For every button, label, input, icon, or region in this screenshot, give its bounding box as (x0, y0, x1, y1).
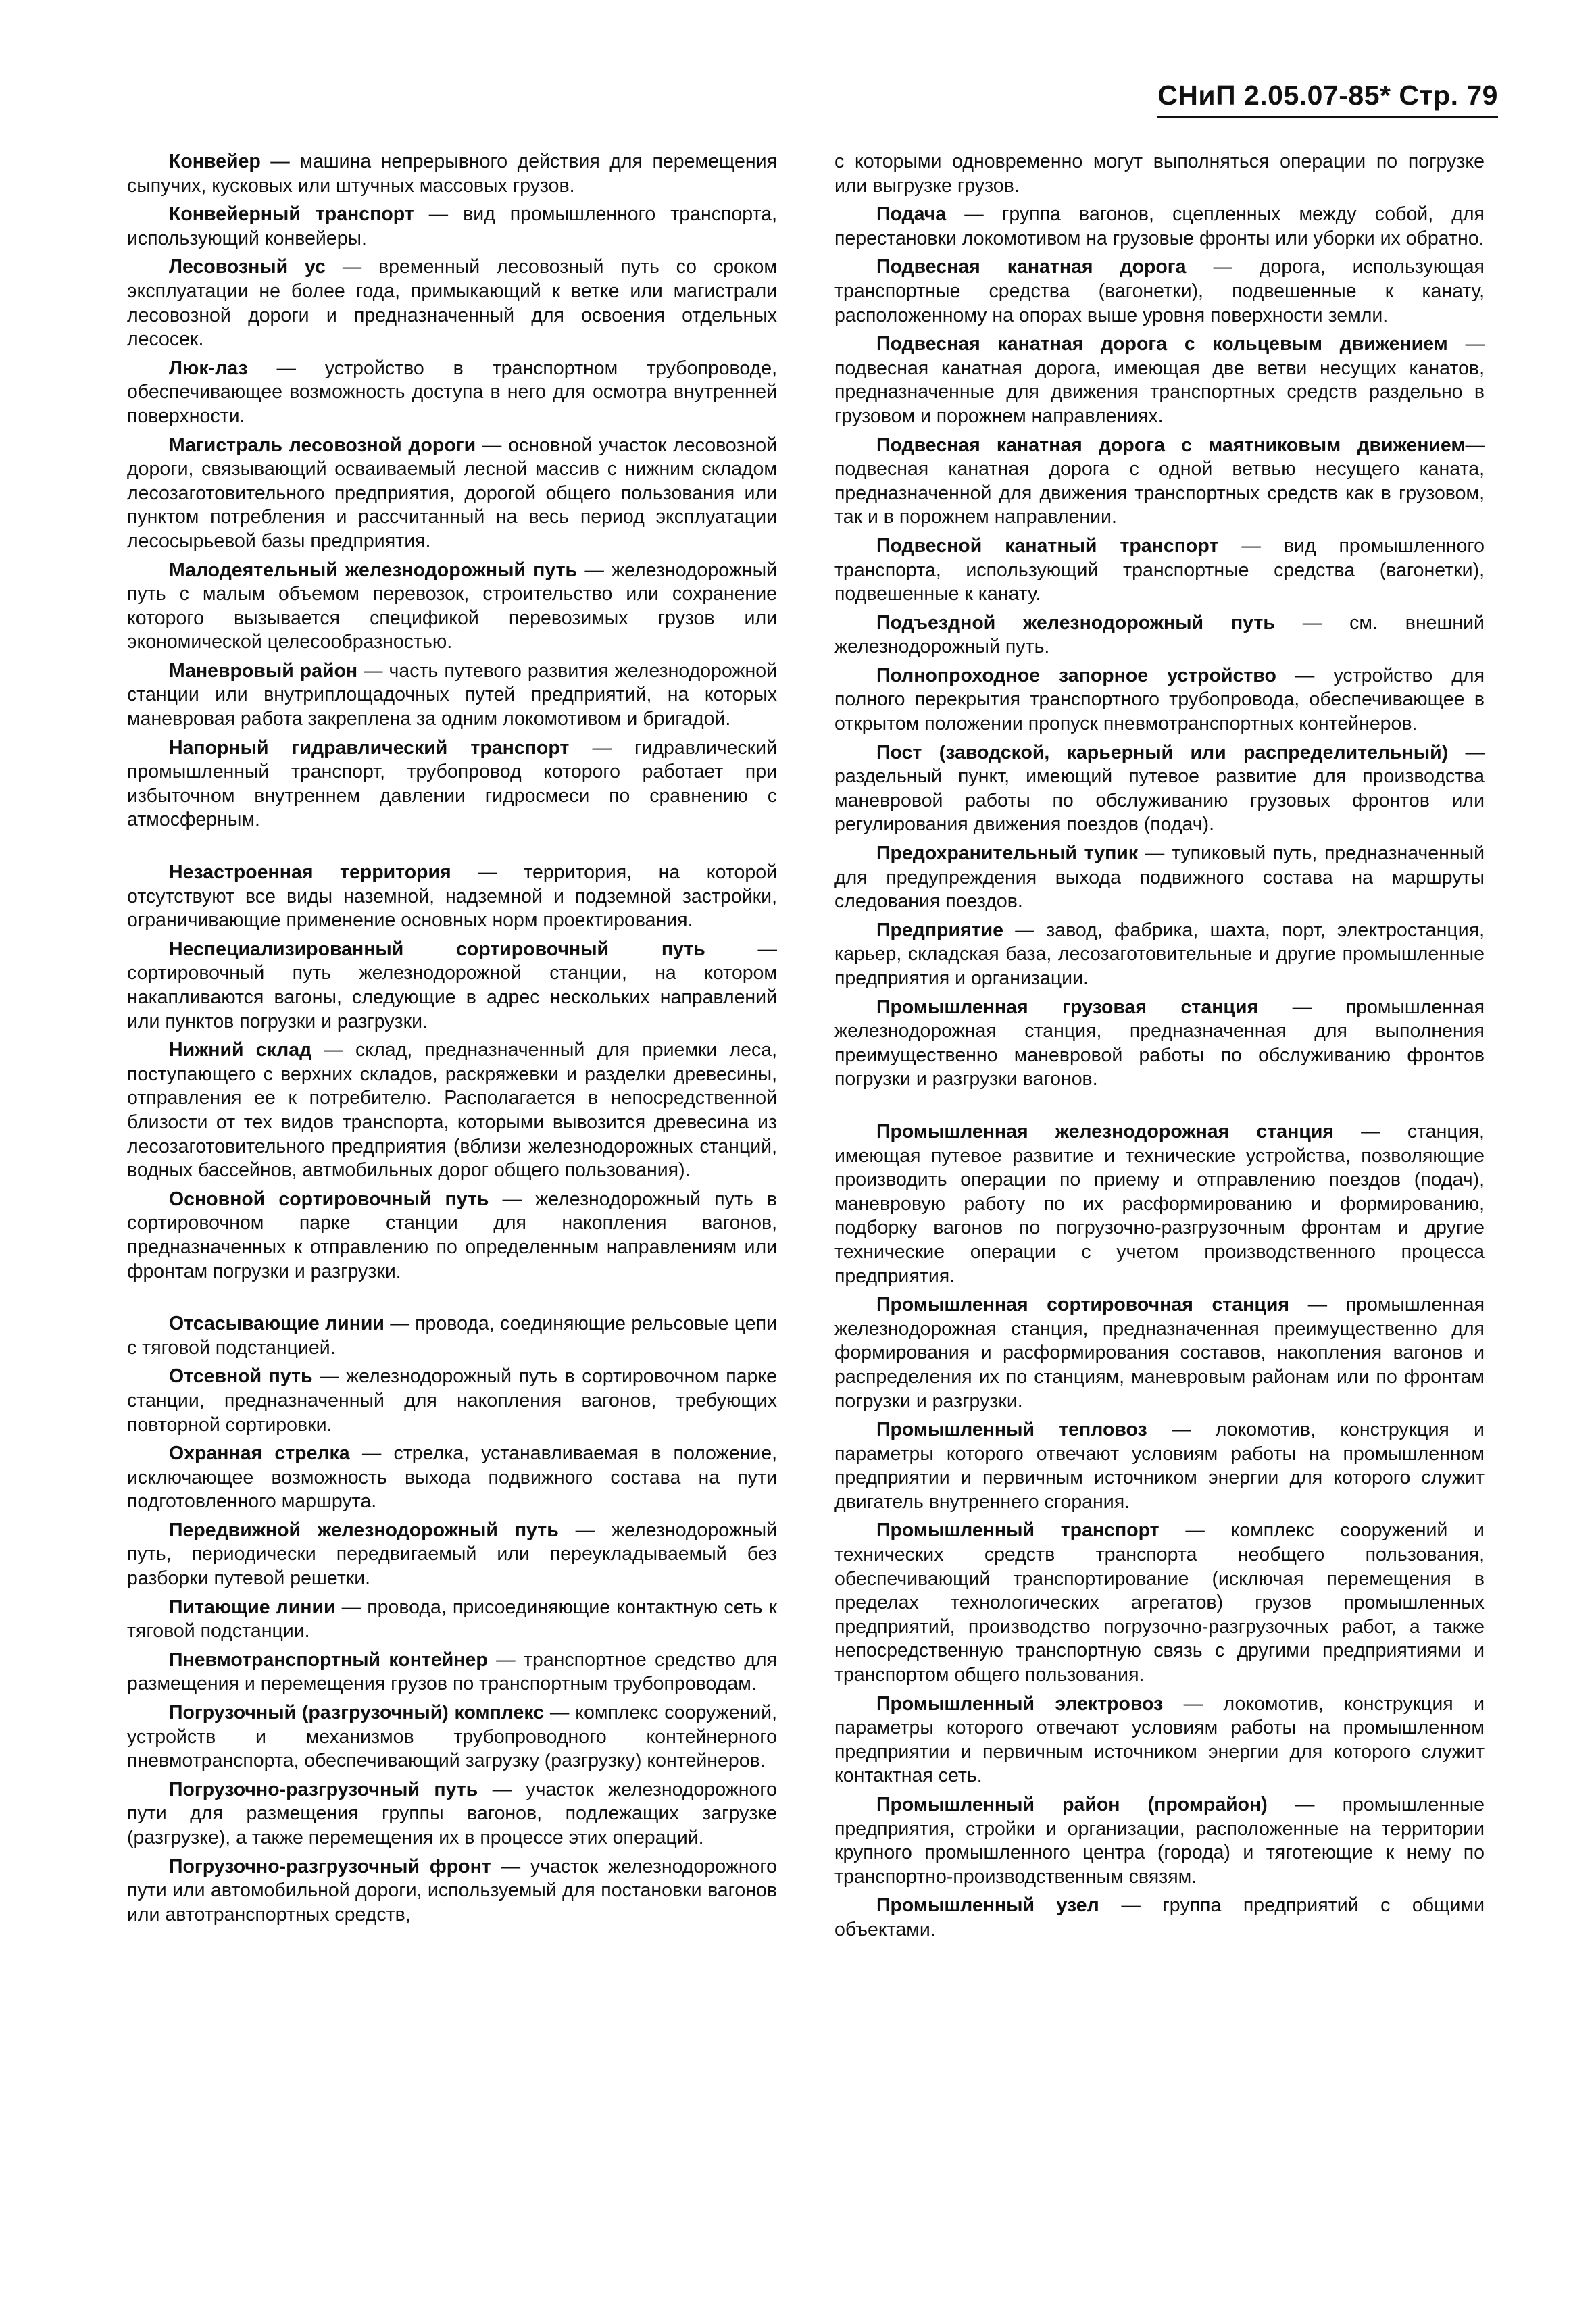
glossary-entry (834, 842, 1485, 914)
glossary-definition: — тупиковый путь, предназначенный для предупреждения выхода подвижного состава на маршруты следования поездов. (834, 842, 1485, 913)
glossary-term: Погрузочный (разгрузочный) комплекс (169, 1702, 545, 1724)
glossary-term: Промышленная грузовая станция (876, 996, 1259, 1018)
glossary-entry (127, 736, 777, 832)
glossary-entry (834, 203, 1485, 251)
glossary-term: Незастроенная территория (169, 861, 451, 884)
glossary-entry (127, 559, 777, 655)
glossary-term: Конвейер (169, 151, 261, 172)
glossary-definition: — временный лесовозный путь со сроком эксплуатации не более года, примыкающий к ветке или магистрали лесовозной дороги и предназначенный для освоения отдельных лесосек. (127, 256, 778, 351)
glossary-entry (127, 659, 777, 732)
glossary-entry (834, 1120, 1485, 1288)
glossary-definition: — гидравлический промышленный транспорт, трубопровод которого работает при избыточном внутреннем давлении гидросмеси по сравнению с атмосферным. (127, 736, 777, 831)
glossary-term: Промышленный транспорт (876, 1519, 1159, 1542)
glossary-term: Охранная стрелка (169, 1442, 350, 1465)
glossary-entry (127, 1596, 777, 1644)
glossary-term: Полнопроходное запорное устройство (876, 664, 1276, 686)
glossary-definition: — см. (1274, 611, 1405, 634)
glossary-term: Питающие линии (169, 1596, 336, 1618)
glossary-entry (127, 1778, 777, 1851)
glossary-entry (127, 1442, 777, 1514)
glossary-term: Подъездной железнодорожный путь (876, 611, 1275, 634)
glossary-term: Подвесная канатная дорога (876, 256, 1187, 278)
glossary-entry (834, 996, 1485, 1092)
glossary-entry (127, 434, 777, 554)
glossary-term: Отсевной путь (169, 1365, 313, 1388)
glossary-entry (834, 1293, 1485, 1413)
glossary-definition: — раздельный пункт, имеющий путевое развитие для производства маневровой работы по обслуживанию грузовых фронтов или регулирования движения поездов (подач). (834, 741, 1485, 836)
glossary-term: Малодеятельный железнодорожный путь (169, 559, 578, 581)
glossary-entry (834, 255, 1485, 328)
glossary-term: Нижний склад (169, 1039, 312, 1061)
glossary-entry (834, 741, 1485, 837)
glossary-definition: — вид промышленного транспорта, использующий транспортные средства (вагонетки), подвешенные к канату. (834, 534, 1485, 605)
glossary-definition: — участок железнодорожного пути или автомобильной дороги, используемый для постановки вагонов или автотранспортных средств, (127, 1855, 777, 1926)
glossary-term: Люк-лаз (169, 357, 248, 379)
glossary-entry (834, 919, 1485, 991)
glossary-definition: — основной участок лесовозной дороги, связывающий осваиваемый лесной массив с нижним складом лесозаготовительного предприятия, дорогой общего пользования или пунктом потребления и рассчитанный на весь период эксплуатации лесосырьевой базы предприятия. (127, 434, 777, 552)
glossary-entry (127, 255, 777, 351)
glossary-entry (834, 664, 1485, 736)
glossary-definition: — промышленная железнодорожная станция, предназначенная преимущественно для формирования и расформирования составов, накопления вагонов и распределения их по станциям, маневровым районам или по фронтам погрузки и разгрузки. (834, 1294, 1485, 1412)
glossary-term: Погрузочно-разгрузочный фронт (169, 1855, 491, 1878)
glossary-entry (127, 203, 777, 251)
glossary-definition: — транспортное средство для размещения и перемещения грузов по транспортным трубопроводам. (127, 1649, 777, 1695)
glossary-entry (834, 534, 1485, 607)
glossary-term: Передвижной железнодорожный путь (169, 1519, 559, 1541)
glossary-term: Пневмотранспортный контейнер (169, 1649, 488, 1671)
glossary-definition: — железнодорожный путь с малым объемом перевозок, строительство или сохранение которого вызывается спецификой перевозимых грузов или экономической целесообразностью. (127, 559, 778, 653)
glossary-definition: — подвесная канатная дорога с одной ветвью несущего каната, предназначенной для движения транспортных средств как в грузовом, так и в порожнем направлении. (834, 434, 1485, 528)
glossary-definition: — железнодорожный путь в сортировочном парке станции для накопления вагонов, предназначенных к отправлению по определенным направлениям или фронтам погрузки и разгрузки. (127, 1188, 777, 1282)
glossary-definition: — станция, имеющая путевое развитие и технические устройства, позволяющие производить операции по приему и отправлению поездов (подач), маневровую работу по их расформированию и формированию, подборку вагонов по погрузочно-разгрузочным фронтам и другие технические операции с учетом производственного процесса предприятия. (834, 1120, 1485, 1287)
glossary-entry (127, 1649, 777, 1696)
glossary-term: Отсасывающие линии (169, 1313, 384, 1335)
glossary-entry (834, 332, 1485, 428)
glossary-entry (834, 434, 1485, 530)
glossary-entry (127, 938, 777, 1034)
glossary-definition: — группа предприятий с общими объектами. (834, 1894, 1485, 1940)
glossary-term: Лесовозный ус (169, 256, 326, 278)
glossary-term: Неспециализированный сортировочный путь (169, 938, 705, 960)
glossary-definition: — вид промышленного транспорта, использующий конвейеры. (127, 203, 777, 249)
glossary-definition: — железнодорожный путь, периодически передвигаемый или переукладываемый без разборки путевой решетки. (127, 1519, 777, 1590)
glossary-term: Конвейерный транспорт (169, 203, 414, 226)
glossary-reference: внешний железнодорожный путь. (834, 611, 1485, 658)
left-column (127, 150, 777, 1932)
glossary-definition: — группа вагонов, сцепленных между собой, для перестановки локомотивом на грузовые фронты или уборки их обратно. (834, 203, 1485, 249)
glossary-entry (127, 861, 777, 933)
glossary-definition: — участок железнодорожного пути для размещения группы вагонов, подлежащих загрузке (разгрузке), а также перемещения их в процессе этих операций. (127, 1778, 777, 1848)
glossary-definition: — территория, на которой отсутствуют все виды наземной, надземной и подземной застройки, ограничивающие применение основных норм проектирования. (127, 861, 778, 932)
glossary-entry (834, 150, 1485, 198)
glossary-entry (834, 1894, 1485, 1942)
glossary-entry (127, 1701, 777, 1774)
glossary-term: Предприятие (876, 919, 1003, 941)
glossary-entry (127, 1855, 777, 1928)
glossary-definition: — железнодорожный путь в сортировочном парке станции, предназначенный для накопления вагонов, требующих повторной сортировки. (127, 1365, 777, 1436)
glossary-definition: — комплекс сооружений и технических средств транспорта необщего пользования, обеспечивающий транспортирование (исключая перемещения в пределах технологических агрегатов) грузов промышленных предприятий, производство погрузочно-разгрузочных работ, а также непосредственную транспортную связь с другими предприятиями и транспортом общего пользования. (834, 1519, 1485, 1686)
glossary-term: Маневровый район (169, 659, 358, 682)
glossary-term: Подвесная канатная дорога с кольцевым движением (876, 333, 1448, 355)
glossary-definition: — подвесная канатная дорога, имеющая две ветви несущих канатов, предназначенные для движения транспортных средств раздельно в грузовом и порожнем направлениях. (834, 333, 1485, 427)
glossary-definition: — провода, соединяющие рельсовые цепи с тяговой подстанцией. (127, 1313, 777, 1359)
glossary-definition: — промышленная железнодорожная станция, предназначенная для выполнения преимущественно маневровой работы по обслуживанию фронтов погрузки и разгрузки вагонов. (834, 996, 1485, 1090)
glossary-term: Промышленная сортировочная станция (876, 1294, 1289, 1316)
glossary-term: Промышленный тепловоз (876, 1419, 1147, 1441)
glossary-definition: — устройство для полного перекрытия транспортного трубопровода, обеспечивающее в открытом положении пропуск пневмотранспортных контейнеров. (834, 664, 1485, 735)
glossary-entry (127, 1312, 777, 1360)
glossary-entry (127, 1519, 777, 1591)
glossary-definition: — комплекс сооружений, устройств и механизмов трубопроводного контейнерного пневмотранспорта, обеспечивающий загрузку (разгрузку) контейнеров. (127, 1702, 777, 1772)
glossary-term: Промышленная железнодорожная станция (876, 1120, 1334, 1142)
glossary-term: Подача (876, 203, 947, 226)
glossary-entry (127, 1188, 777, 1284)
glossary-entry (834, 1519, 1485, 1687)
glossary-definition: — локомотив, конструкция и параметры которого отвечают условиям работы на промышленном предприятии и первичным источником энергии для которого служит двигатель внутреннего сгорания. (834, 1419, 1485, 1513)
glossary-definition: с которыми одновременно могут выполняться операции по погрузке или выгрузке грузов. (834, 151, 1485, 197)
glossary-definition: — завод, фабрика, шахта, порт, электростанция, карьер, складская база, лесозаготовительные и другие промышленные предприятия и организации. (834, 919, 1485, 989)
glossary-term: Основной сортировочный путь (169, 1188, 489, 1210)
glossary-entry (834, 1418, 1485, 1514)
glossary-entry (834, 611, 1485, 659)
glossary-term: Подвесной канатный транспорт (876, 534, 1219, 557)
glossary-definition: — часть путевого развития железнодорожной станции или внутриплощадочных путей предприятий, на которых маневровая работа закреплена за одним локомотивом и бригадой. (127, 659, 778, 730)
glossary-definition: — локомотив, конструкция и параметры которого отвечают условиям работы на промышленном предприятии и первичным источником энергии для которого служит контактная сеть. (834, 1692, 1485, 1787)
glossary-entry (127, 357, 777, 429)
glossary-term: Напорный гидравлический транспорт (169, 736, 570, 759)
glossary-definition: — промышленные предприятия, стройки и организации, расположенные на территории крупного промышленного центра (города) и тяготеющие к нему по транспортно-производственным связям. (834, 1794, 1485, 1888)
page-header: СНиП 2.05.07-85* Стр. 79 (1157, 80, 1498, 118)
glossary-term: Магистраль лесовозной дороги (169, 434, 476, 456)
glossary-definition: — устройство в транспортном трубопроводе, обеспечивающее возможность доступа в него для осмотра внутренней поверхности. (127, 357, 777, 427)
glossary-term: Пост (заводской, карьерный или распределительный) (876, 741, 1449, 763)
right-column (834, 150, 1485, 1947)
glossary-definition: — машина непрерывного действия для перемещения сыпучих, кусковых или штучных массовых грузов. (127, 151, 777, 197)
glossary-definition: — сортировочный путь железнодорожной станции, на котором накапливаются вагоны, следующие в адрес нескольких направлений или пунктов погрузки и разгрузки. (127, 938, 777, 1032)
glossary-term: Промышленный узел (876, 1894, 1099, 1917)
glossary-term: Промышленный район (промрайон) (876, 1794, 1268, 1815)
glossary-term: Предохранительный тупик (876, 842, 1139, 865)
glossary-entry (834, 1692, 1485, 1788)
glossary-term: Погрузочно-разгрузочный путь (169, 1778, 478, 1801)
glossary-definition: — провода, присоединяющие контактную сеть к тяговой подстанции. (127, 1596, 777, 1642)
glossary-entry (127, 150, 777, 198)
glossary-entry (127, 1038, 777, 1183)
glossary-entry (834, 1793, 1485, 1889)
glossary-entry (127, 1365, 777, 1437)
glossary-definition: — стрелка, устанавливаемая в положение, исключающее возможность выхода подвижного состава на пути подготовленного маршрута. (127, 1442, 777, 1513)
glossary-definition: — дорога, использующая транспортные средства (вагонетки), подвешенные к канату, расположенному на опорах выше уровня поверхности земли. (834, 256, 1485, 326)
glossary-term: Промышленный электровоз (876, 1692, 1164, 1715)
glossary-definition: — склад, предназначенный для приемки леса, поступающего с верхних складов, раскряжевки и разделки древесины, отправления ее к потребителю. Располагается в непосредственной близости от тех видов транспорта, которыми вывозится древесина из лесозаготовительного предприятия (вблизи железнодорожных станций, водных бассейнов, автмобильных дорог общего пользования). (127, 1039, 777, 1182)
glossary-term: Подвесная канатная дорога с маятниковым движением (876, 434, 1466, 456)
